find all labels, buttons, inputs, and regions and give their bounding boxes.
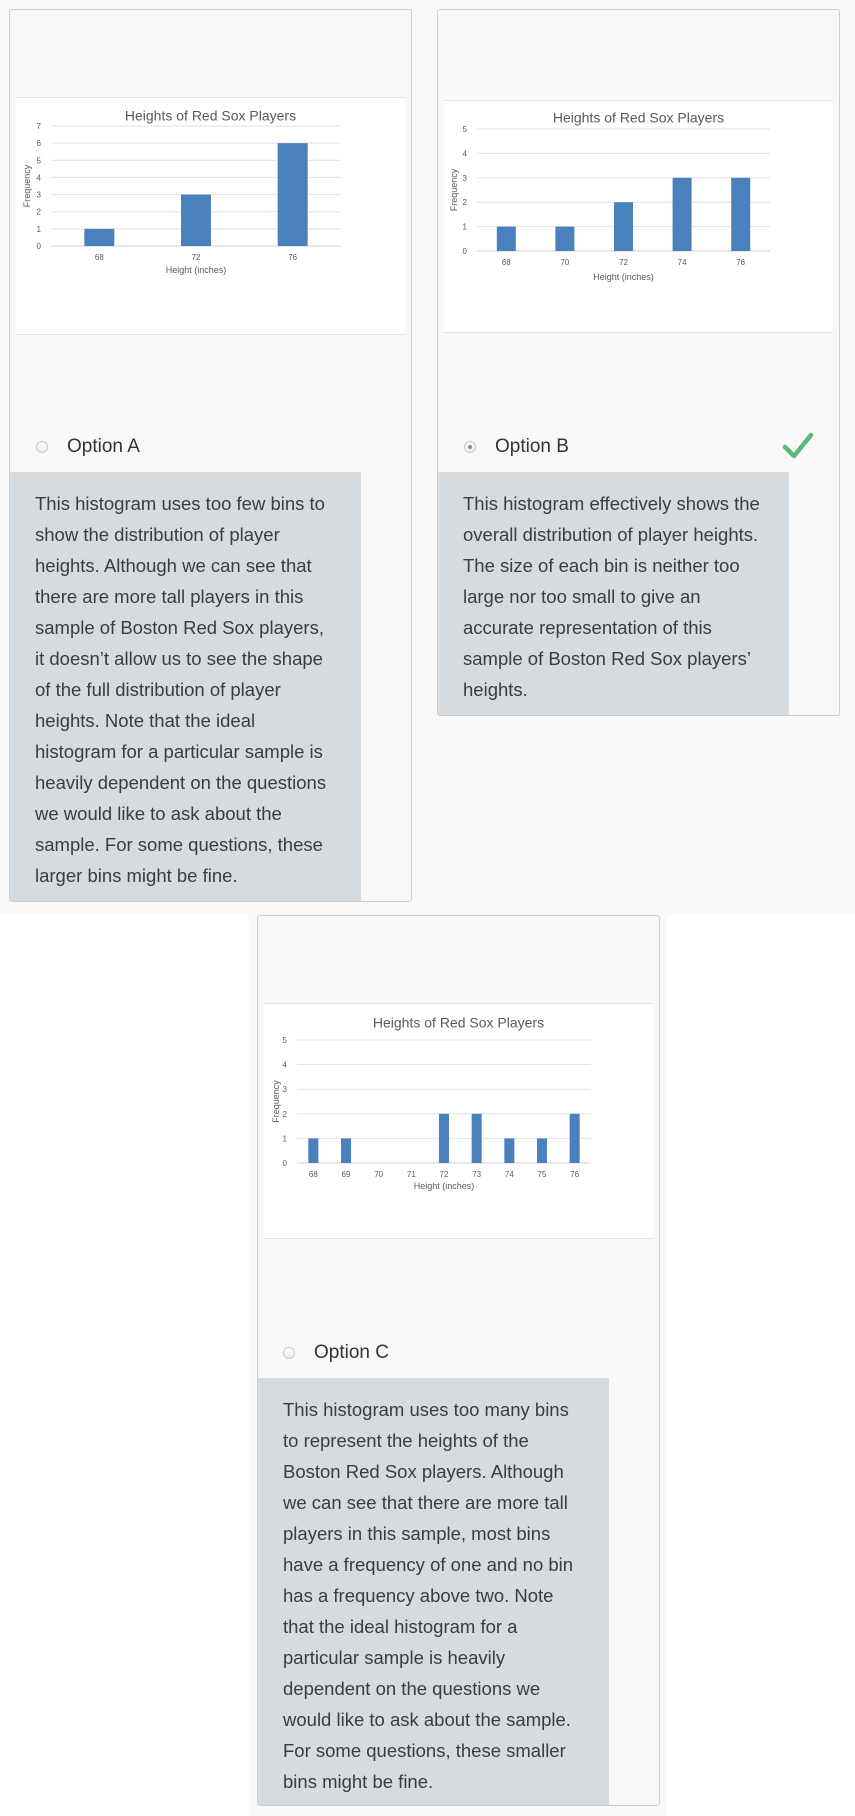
histogram-chart-a <box>16 98 405 334</box>
option-a-row[interactable] <box>36 432 140 462</box>
histogram-bar <box>731 178 750 251</box>
option-a-feedback: This histogram uses too few bins to show the distribution of player heights. Although we can see that there are more tall players in this sample of Boston Red Sox players, it doesn’t allow us to see the shape of the full distribution of player heights. Note that the ideal histogram for a particular sample is heavily dependent on the questions we would like to ask about the sample. For some questions, these larger bins might be fine. <box>10 472 361 901</box>
option-c-row[interactable] <box>283 1338 389 1368</box>
y-tick-label: 0 <box>282 1159 287 1168</box>
y-tick-label: 4 <box>36 173 41 183</box>
option-c-radio[interactable] <box>283 1347 295 1359</box>
x-tick-label: 68 <box>94 253 104 262</box>
x-tick-label: 76 <box>736 258 746 267</box>
y-tick-label: 1 <box>462 222 467 232</box>
y-axis-label: Frequency <box>449 168 459 212</box>
x-axis-label: Height (inches) <box>413 1181 475 1191</box>
histogram-bar <box>341 1138 351 1163</box>
y-tick-label: 3 <box>282 1085 287 1095</box>
histogram-bar <box>308 1138 318 1163</box>
y-tick-label: 1 <box>36 224 41 234</box>
x-tick-label: 71 <box>406 1170 416 1179</box>
y-tick-label: 2 <box>36 207 41 217</box>
histogram-bar <box>181 195 211 246</box>
y-tick-label: 6 <box>36 139 41 149</box>
x-tick-label: 72 <box>191 253 201 262</box>
chart-title: Heights of Red Sox Players <box>372 1014 545 1031</box>
histogram-bar <box>439 1114 449 1163</box>
option-a-label: Option A <box>67 436 140 457</box>
y-tick-label: 5 <box>36 156 41 166</box>
y-tick-label: 5 <box>282 1036 287 1045</box>
option-b-label: Option B <box>495 436 569 457</box>
y-tick-label: 3 <box>462 173 467 183</box>
x-tick-label: 68 <box>501 258 511 267</box>
y-tick-label: 1 <box>282 1134 287 1144</box>
x-tick-label: 72 <box>619 258 628 267</box>
histogram-bar <box>84 229 114 246</box>
y-tick-label: 0 <box>36 242 41 251</box>
x-axis-label: Height (inches) <box>165 265 227 275</box>
y-tick-label: 2 <box>462 198 467 208</box>
histogram-bar <box>673 178 692 251</box>
x-tick-label: 76 <box>570 1170 580 1179</box>
option-b-radio[interactable] <box>464 441 476 453</box>
histogram-bar <box>614 202 633 251</box>
option-a-radio[interactable] <box>36 441 48 453</box>
y-tick-label: 3 <box>36 190 41 200</box>
option-b-feedback: This histogram effectively shows the overall distribution of player heights. The size of each bin is neither too large nor too small to give an accurate representation of this sample of Boston Red Sox players’ heights. <box>438 472 789 715</box>
histogram-chart-b <box>444 101 833 332</box>
y-tick-label: 4 <box>282 1060 287 1070</box>
x-tick-label: 76 <box>288 253 298 262</box>
y-axis-label: Frequency <box>271 1080 281 1123</box>
histogram-bar <box>472 1114 482 1163</box>
chart-c-container <box>264 1003 653 1239</box>
histogram-bar <box>278 143 308 246</box>
histogram-bar <box>497 227 516 251</box>
y-tick-label: 7 <box>36 122 41 131</box>
chart-title: Heights of Red Sox Players <box>124 107 297 124</box>
x-tick-label: 70 <box>560 258 570 267</box>
y-axis-label: Frequency <box>22 164 32 208</box>
histogram-bar <box>537 1138 547 1163</box>
x-tick-label: 70 <box>374 1170 384 1179</box>
x-tick-label: 75 <box>537 1170 547 1179</box>
option-b-row[interactable] <box>464 432 569 462</box>
option-c-label: Option C <box>314 1342 389 1363</box>
histogram-bar <box>555 227 574 251</box>
y-tick-label: 0 <box>462 247 467 256</box>
x-tick-label: 74 <box>677 258 687 267</box>
y-tick-label: 5 <box>462 125 467 134</box>
x-tick-label: 72 <box>439 1170 449 1179</box>
histogram-bar <box>504 1138 514 1163</box>
y-tick-label: 2 <box>282 1109 287 1119</box>
x-axis-label: Height (inches) <box>593 272 654 282</box>
x-tick-label: 74 <box>504 1170 514 1179</box>
x-tick-label: 68 <box>308 1170 318 1179</box>
checkmark-icon <box>782 431 814 461</box>
x-tick-label: 73 <box>472 1170 482 1179</box>
histogram-chart-c <box>264 1004 653 1238</box>
histogram-bar <box>570 1114 580 1163</box>
y-tick-label: 4 <box>462 149 467 159</box>
x-tick-label: 69 <box>341 1170 351 1179</box>
chart-b-container <box>444 100 833 333</box>
chart-title: Heights of Red Sox Players <box>552 109 725 126</box>
chart-a-container <box>16 97 405 335</box>
option-c-feedback: This histogram uses too many bins to represent the heights of the Boston Red Sox players. Although we can see that there are more tall players in this sample, most bins have a frequency of one and no bin has a frequency above two. Note that the ideal histogram for a particular sample is heavily dependent on the questions we would like to ask about the sample. For some questions, these smaller bins might be fine. <box>258 1378 609 1805</box>
